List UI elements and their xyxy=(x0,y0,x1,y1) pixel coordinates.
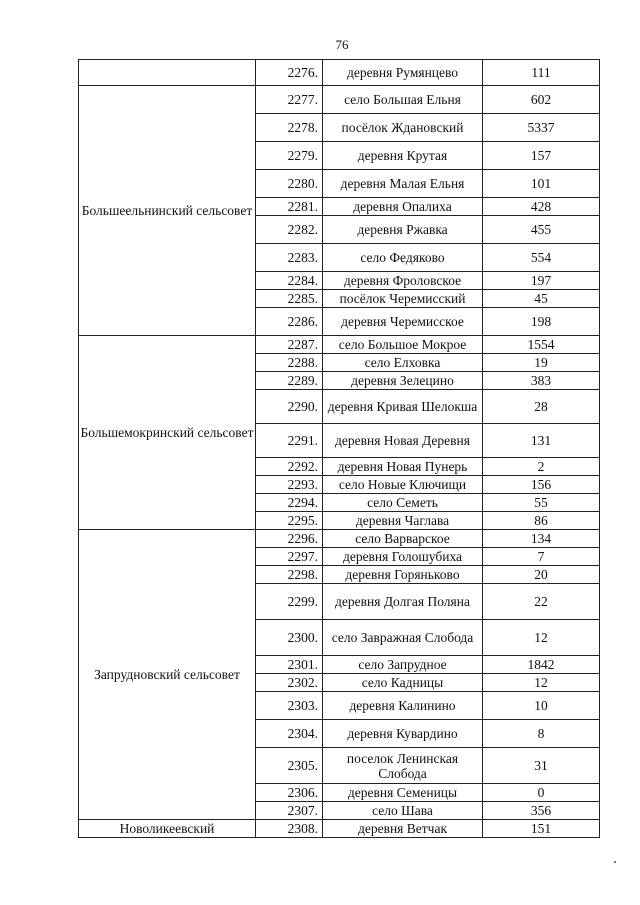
population-cell: 5337 xyxy=(483,114,600,142)
population-cell: 20 xyxy=(483,566,600,584)
row-number-cell: 2279. xyxy=(256,142,323,170)
row-number-cell: 2276. xyxy=(256,60,323,86)
population-cell: 197 xyxy=(483,272,600,290)
population-cell: 45 xyxy=(483,290,600,308)
row-number-cell: 2294. xyxy=(256,494,323,512)
settlement-name-cell: деревня Калинино xyxy=(323,692,483,720)
table-row xyxy=(79,60,600,86)
row-number-cell: 2296. xyxy=(256,530,323,548)
table-row xyxy=(79,86,600,114)
population-cell: 1842 xyxy=(483,656,600,674)
settlement-name-cell: поселок Ленинская Слобода xyxy=(323,748,483,784)
settlement-name-cell: село Большая Ельня xyxy=(323,86,483,114)
settlement-name-cell: посёлок Черемисский xyxy=(323,290,483,308)
row-number-cell: 2277. xyxy=(256,86,323,114)
settlement-name-cell: деревня Малая Ельня xyxy=(323,170,483,198)
population-cell: 101 xyxy=(483,170,600,198)
settlement-name-cell: деревня Голошубиха xyxy=(323,548,483,566)
row-number-cell: 2281. xyxy=(256,198,323,216)
row-number-cell: 2283. xyxy=(256,244,323,272)
row-number-cell: 2291. xyxy=(256,424,323,458)
population-cell: 157 xyxy=(483,142,600,170)
settlement-name-cell: деревня Ржавка xyxy=(323,216,483,244)
row-number-cell: 2286. xyxy=(256,308,323,336)
population-cell: 111 xyxy=(483,60,600,86)
settlement-name-cell: село Новые Ключищи xyxy=(323,476,483,494)
population-cell: 7 xyxy=(483,548,600,566)
row-number-cell: 2301. xyxy=(256,656,323,674)
row-number-cell: 2285. xyxy=(256,290,323,308)
row-number-cell: 2284. xyxy=(256,272,323,290)
settlement-name-cell: деревня Румянцево xyxy=(323,60,483,86)
settlement-name-cell: село Варварское xyxy=(323,530,483,548)
settlement-name-cell: деревня Фроловское xyxy=(323,272,483,290)
settlement-name-cell: село Завражная Слобода xyxy=(323,620,483,656)
settlement-name-cell: село Федяково xyxy=(323,244,483,272)
row-number-cell: 2299. xyxy=(256,584,323,620)
scan-speck xyxy=(614,861,616,863)
row-number-cell: 2288. xyxy=(256,354,323,372)
population-cell: 2 xyxy=(483,458,600,476)
population-cell: 31 xyxy=(483,748,600,784)
population-cell: 86 xyxy=(483,512,600,530)
row-number-cell: 2298. xyxy=(256,566,323,584)
settlements-table xyxy=(78,59,600,838)
population-cell: 134 xyxy=(483,530,600,548)
population-cell: 1554 xyxy=(483,336,600,354)
population-cell: 28 xyxy=(483,390,600,424)
population-cell: 12 xyxy=(483,620,600,656)
settlement-name-cell: деревня Долгая Поляна xyxy=(323,584,483,620)
population-cell: 554 xyxy=(483,244,600,272)
settlement-name-cell: деревня Кривая Шелокша xyxy=(323,390,483,424)
row-number-cell: 2305. xyxy=(256,748,323,784)
table-row xyxy=(79,336,600,354)
population-cell: 55 xyxy=(483,494,600,512)
settlement-name-cell: село Запрудное xyxy=(323,656,483,674)
settlement-name-cell: деревня Опалиха xyxy=(323,198,483,216)
settlement-name-cell: деревня Новая Пунерь xyxy=(323,458,483,476)
row-number-cell: 2287. xyxy=(256,336,323,354)
population-cell: 12 xyxy=(483,674,600,692)
settlement-name-cell: деревня Ветчак xyxy=(323,820,483,838)
row-number-cell: 2295. xyxy=(256,512,323,530)
population-cell: 10 xyxy=(483,692,600,720)
row-number-cell: 2289. xyxy=(256,372,323,390)
row-number-cell: 2304. xyxy=(256,720,323,748)
settlement-name-cell: село Семеть xyxy=(323,494,483,512)
settlement-name-cell: деревня Новая Деревня xyxy=(323,424,483,458)
population-cell: 19 xyxy=(483,354,600,372)
population-cell: 356 xyxy=(483,802,600,820)
settlement-name-cell: село Елховка xyxy=(323,354,483,372)
settlement-name-cell: посёлок Ждановский xyxy=(323,114,483,142)
row-number-cell: 2303. xyxy=(256,692,323,720)
population-cell: 602 xyxy=(483,86,600,114)
settlement-name-cell: деревня Черемисское xyxy=(323,308,483,336)
row-number-cell: 2282. xyxy=(256,216,323,244)
row-number-cell: 2278. xyxy=(256,114,323,142)
population-cell: 383 xyxy=(483,372,600,390)
row-number-cell: 2306. xyxy=(256,784,323,802)
row-number-cell: 2292. xyxy=(256,458,323,476)
row-number-cell: 2280. xyxy=(256,170,323,198)
region-cell: Новоликеевский xyxy=(79,820,256,838)
table-row xyxy=(79,820,600,838)
settlement-name-cell: деревня Зелецино xyxy=(323,372,483,390)
row-number-cell: 2300. xyxy=(256,620,323,656)
table-row xyxy=(79,530,600,548)
population-cell: 131 xyxy=(483,424,600,458)
row-number-cell: 2302. xyxy=(256,674,323,692)
settlement-name-cell: деревня Кувардино xyxy=(323,720,483,748)
settlement-name-cell: село Шава xyxy=(323,802,483,820)
settlement-name-cell: деревня Чаглава xyxy=(323,512,483,530)
row-number-cell: 2307. xyxy=(256,802,323,820)
population-cell: 22 xyxy=(483,584,600,620)
population-cell: 156 xyxy=(483,476,600,494)
row-number-cell: 2297. xyxy=(256,548,323,566)
region-cell: Запрудновский сельсовет xyxy=(79,530,256,820)
settlement-name-cell: деревня Семеницы xyxy=(323,784,483,802)
settlement-name-cell: деревня Горяньково xyxy=(323,566,483,584)
settlement-name-cell: село Большое Мокрое xyxy=(323,336,483,354)
population-cell: 428 xyxy=(483,198,600,216)
settlement-name-cell: деревня Крутая xyxy=(323,142,483,170)
population-cell: 455 xyxy=(483,216,600,244)
population-cell: 198 xyxy=(483,308,600,336)
region-cell: Большемокринский сельсовет xyxy=(79,336,256,530)
page-number: 76 xyxy=(335,37,349,52)
settlement-name-cell: село Кадницы xyxy=(323,674,483,692)
row-number-cell: 2293. xyxy=(256,476,323,494)
population-cell: 8 xyxy=(483,720,600,748)
population-cell: 0 xyxy=(483,784,600,802)
region-cell xyxy=(79,60,256,86)
row-number-cell: 2308. xyxy=(256,820,323,838)
population-cell: 151 xyxy=(483,820,600,838)
region-cell: Большеельнинский сельсовет xyxy=(79,86,256,336)
table-body xyxy=(79,60,600,838)
row-number-cell: 2290. xyxy=(256,390,323,424)
